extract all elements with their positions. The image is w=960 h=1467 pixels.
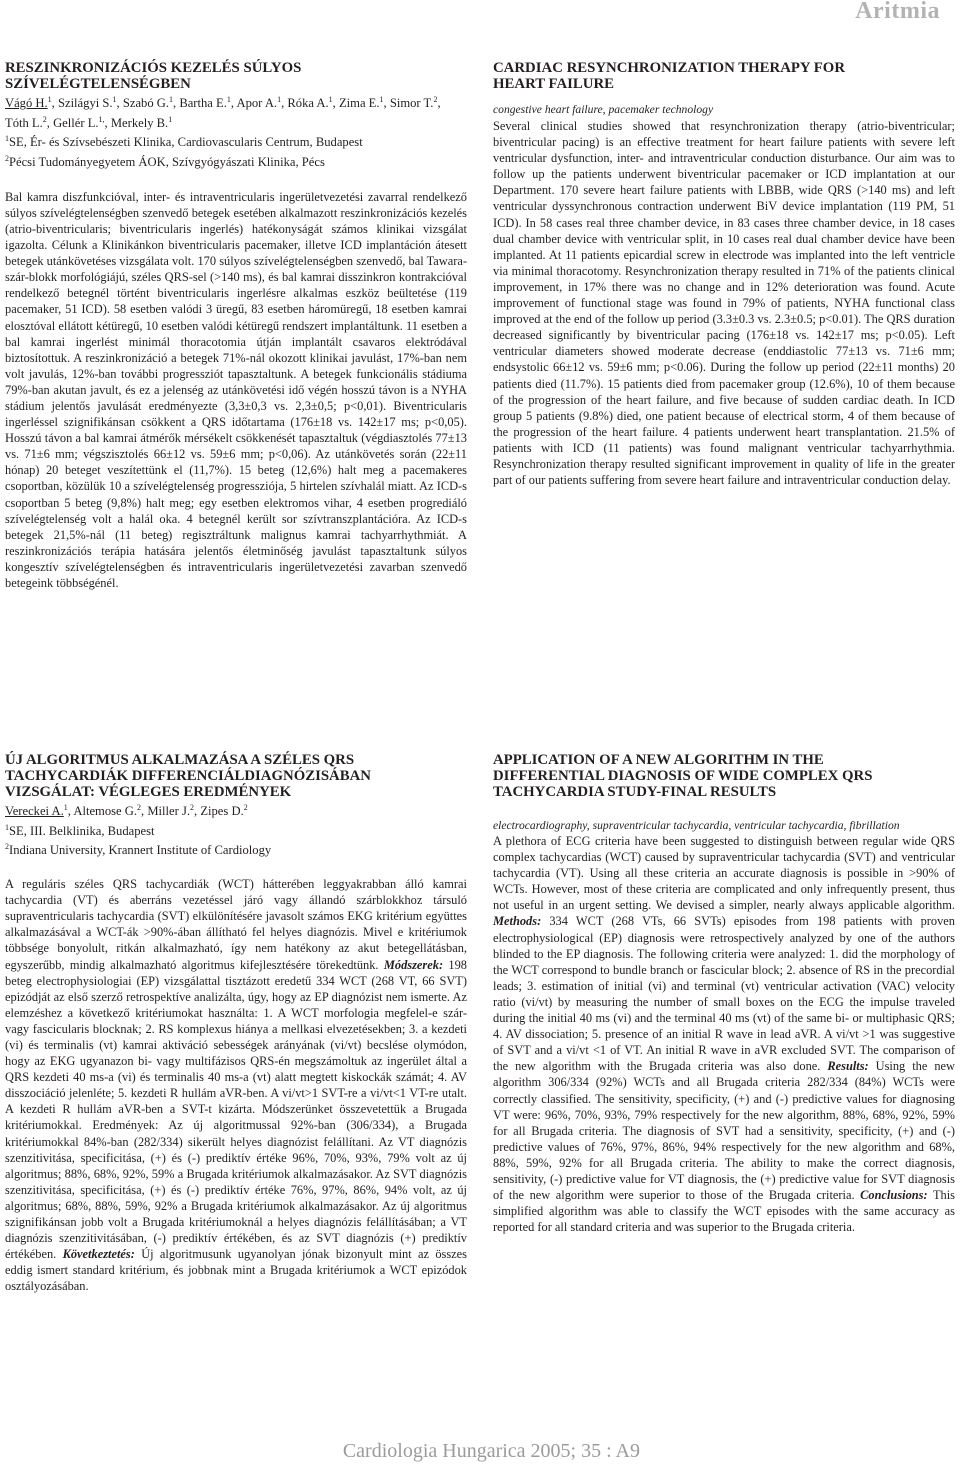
author: [390, 96, 438, 110]
author-name: Szilágyi S.: [57, 96, 113, 111]
author-name: Róka A.: [287, 96, 329, 111]
keywords: electrocardiography, supraventricular tachycardia, ventricular tachycardia, fibrillation: [493, 819, 900, 832]
journal-citation: Cardiologia Hungarica 2005; 35 : A9: [342, 1440, 640, 1462]
author: [179, 96, 231, 110]
title-line: TACHYCARDIA STUDY-FINAL RESULTS: [493, 784, 777, 800]
title-line: TACHYCARDIÁK DIFFERENCIÁLDIAGNÓZISÁBAN: [5, 768, 371, 784]
author-affiliation-mark: 2: [433, 95, 438, 104]
author-affiliation-mark: 1: [379, 95, 384, 104]
author: [5, 116, 47, 130]
author-name: Merkely B.: [110, 115, 169, 130]
abstract-2-hungarian: [5, 752, 467, 1295]
title-line: CARDIAC RESYNCHRONIZATION THERAPY FOR: [493, 60, 846, 76]
author-list: Vágó H.$^1$, Szilágyi S.$^1$, Szabó G.$^1$, Bartha E.$^1$, Apor A.$^1$, Róka A.$^1$, Zima E.$^1$, Simor T.$^2$, Tóth L.$^2$, Gellér L.$^{1,}$, Merkely B.$^1$: [5, 95, 441, 130]
affiliation: $^2$Pécsi Tudományegyetem ÁOK, Szívgyógyászati Klinika, Pécs: [5, 153, 325, 169]
page-header: [855, 0, 940, 28]
title-line: HEART FAILURE: [493, 76, 615, 92]
author-name: Apor A.: [236, 96, 278, 111]
author-affiliation-mark: 1: [169, 95, 174, 104]
abstract-body: Bal kamra diszfunkcióval, inter- és intraventricularis ingerületvezetési zavarral rendelkező súlyos szívelégtelenségben szenvedő betegek esetében alkalmazott reszinkronizációs kezelés (atrio-biventricularis; biventricularis ingerlés) hatékonyságát számos klinikai vizsgálat igazolta. Célunk a Klinikánkon biventricularis pacemaker, illetve ICD implantáción átesett betegek utánkövetéses vizsgálata volt. 170 súlyos szívelégtelenségben szenvedő, bal Tawara-szár-blokk morfológiájú, széles QRS-sel (>140 ms), és bal kamrai disszinkron kontrakcióval rendelkező betegnél történt biventricularis ingerlésre alkalmas eszköz beültetése (119 pacemaker, 51 ICD). 58 esetben valódi 3 üregű, 83 esetben háromüregű, 18 esetben kamrai elosztóval ellátott kétüregű, 10 esetben valódi kétüregű rendszert implantáltunk. 11 esetben a bal kamrai ingerlést minimál thoracotomia útján implantált csavaros elektródával biztosítottuk. A reszinkronizáció a betegek 71%-nál okozott klinikai javulást, 17%-ban nem volt javulás, 12%-ban további progressziót tapasztaltunk. A betegek funkcionális stádiuma 79%-ban akutan javult, és ez a jelenség az utánkövetési idő végén hosszú távon is a NYHA stádium jelentős javulását eredményezte (3,3±0,3 vs. 2,3±0,5; p<0,01). Biventricularis ingerléssel szignifikánsan csökkent a QRS időtartama (176±18 vs. 142±17 ms; p<0,05). Hosszú távon a bal kamrai átmérők mérsékelt csökkenését tapasztaltuk (végdiasztolés 77±13 vs. 71±6 mm; végszisztolés 66±12 vs. 59±6 mm; p<0,06). Az utánkövetés során (22±11 hónap) 20 beteget veszítettünk el (11,7%). 15 beteg (12,6%) halt meg a pacemakeres csoportban, közülük 10 a szívelégtelenség progressziója, 5 hirtelen szívhalál miatt. Az ICD-s csoportban 5 beteg (9,8%) halt meg; egy esetben elektromos vihar, 4 esetben progrediáló szívelégtelenség volt a halál oka. 4 betegnél került sor szívtranszplantációra. Az ICD-s betegek 21,5%-nál (11 beteg) regisztráltunk malignus kamrai tachyarrhythmiát. A reszinkronizációs terápia hatására jelentős életminőség javulást tapasztaltunk súlyos kongesztív szívelégtelenségben és intraventricularis ingerületvezetési zavarban szenvedő betegeink többségénél.: [5, 189, 467, 590]
conclusion-label: Következtetés:: [62, 1247, 135, 1262]
title-line: RESZINKRONIZÁCIÓS KEZELÉS SÚLYOS: [5, 60, 302, 76]
author-affiliation-mark: 2: [42, 114, 47, 124]
author-affiliation-mark: 1: [168, 114, 173, 124]
author-affiliation-mark: 1: [226, 95, 231, 104]
author: [5, 804, 68, 818]
abstract-2-english: [493, 752, 955, 1235]
author-affiliation-mark: 1: [328, 95, 333, 104]
title-line: DIFFERENTIAL DIAGNOSIS OF WIDE COMPLEX QRS: [493, 768, 873, 784]
author: [53, 116, 104, 130]
author-affiliation-mark: 2: [190, 803, 195, 812]
author: [5, 96, 52, 110]
author-affiliation-mark: 1: [63, 803, 68, 812]
abstract-body: A reguláris széles QRS tachycardiák (WCT) hátterében leggyakrabban álló kamrai tachycardia (VT) és aberráns vezetéssel járó vagy állandó szárblokkhoz társuló supraventricularis tachycardia (SVT) elkülönítésére javasolt számos EKG kritérium együttes alkalmazásával a WCT-ák >90%-ában állítható fel helyes diagnózis. Mivel e kritériumok többsége bonyolult, ritkán alkalmazható, így nem hatékony az akut betegellátásban, egyszerűbb, mindig alkalmazható algoritmus kifejlesztésére törekedtünk. Módszerek: 198 beteg electrophysiologiai (EP) vizsgálattal tisztázott eredetű 334 WCT (268 VT, 66 SVT) epizódját az első szerző retrospektíve analizálta, úgy, hogy az EP diagnózist nem ismerte. Az elemzéshez a következő kritériumokat használta: 1. A WCT morfologia megfelel-e szár- vagy fascicularis blocknak; 2. RS komplexus hiánya a mellkasi elvezetésekben; 3. a kezdeti (vi) és terminalis (vt) kamrai aktiváció sebességek arányának (vi/vt) becslése olymódon, hogy az EKG ugyanazon bi- vagy multifázisos QRS-én megszámoltuk az ingerület által a QRS kezdeti 40 ms-a (vi) és terminalis 40 ms-a (vt) alatt megtett kiskockák számát; 4. AV disszociáció jelenléte; 5. kezdeti R hullám aVR-ben. A vi/vt>1 SVT-re a vi/vt<1 VT-re utalt. A kezdeti R hullám aVR-ben a SVT-t kizárta. Módszerünket összevetettük a Brugada kritériumokkal. Eredmények: Az új algoritmussal 92%-ban (306/334), a Brugada kritériumokkal 84%-ban (282/334) sikerült helyes diagnózist felállítani. Az VT diagnózis szenzitivitása, specificitása, (+) és (-) prediktív értéke 96%, 70%, 93%, 79% volt az új algoritmus; 88%, 68%, 92%, 59% a Brugada kritériumok alkalmazásakor. Az SVT diagnózis szenzitivitása, specificitása, (+) és (-) prediktív értéke 76%, 97%, 86%, 94% volt, az új algoritmus; 68%, 88%, 59%, 92% a Brugada kritériumok alkalmazásakor. Az új algoritmus szignifikánsan jobb volt a Brugada kritériumoknál a helyes diagnózis felállításában; a VT diagnózis szenzitivitásában, (-) prediktív értékében, és az SVT diagnózis (+) prediktív értékében. Következtetés: Új algoritmusunk ugyanolyan jónak bizonyult mint az összes eddig ismert standard kritérium, és jobbnak mint a Brugada kritériumok a WCT epizódok osztályozásában.: [5, 877, 468, 1294]
section-title: Aritmia: [855, 0, 940, 24]
author: [339, 96, 384, 110]
author: [287, 96, 332, 110]
author-affiliation-mark: 1: [112, 95, 117, 104]
methods-label: Módszerek:: [383, 957, 444, 972]
abstract-title: [5, 60, 467, 92]
author-name: Simor T.: [389, 96, 434, 111]
author-list: Vereckei A.$^1$, Altemose G.$^2$, Miller J.$^2$, Zipes D.$^2$: [5, 803, 248, 819]
keywords: congestive heart failure, pacemaker technology: [493, 103, 714, 116]
author-affiliation-mark: 2: [243, 803, 248, 812]
author-name: Bartha E.: [179, 96, 227, 111]
abstract-title: [493, 752, 955, 800]
author-affiliation-mark: 1: [277, 95, 282, 104]
author-affiliation-mark: 2: [137, 803, 142, 812]
author-name: Vereckei A.: [5, 804, 64, 819]
author-name: Altemose G.: [73, 804, 138, 819]
abstract-body: A plethora of ECG criteria have been suggested to distinguish between regular wide QRS complex tachycardias (WCT) caused by supraventricular tachycardia (SVT) and ventricular tachycardia (VT). Using all these criteria an accurate diagnosis is possible in >90% of WCTs. However, most of these criteria are complicated and only infrequently present, thus not useful in an urgent setting. We devised a simpler, nearly always applicable algorithm. Methods: 334 WCT (268 VTs, 66 SVTs) episodes from 198 patients with proven electrophysiological (EP) diagnosis were retrospectively analyzed by one of the authors blinded to the EP diagnosis. The following criteria were analyzed: 1. did the morphology of the WCT correspond to bundle branch or fascicular block; 2. absence of RS in the precordial leads; 3. estimation of initial (vi) and terminal (vt) ventricular activation (VAC) velocity ratio (vi/vt) by measuring the number of small boxes on the ECG the impulse traveled during the initial 40 ms (vi) and the terminal 40 ms (vt) of the same bi- or multiphasic QRS; 4. AV dissociation; 5. presence of an initial R wave in lead aVR. A vi/vt >1 was suggestive of SVT and a vi/vt <1 of VT. An initial R wave in aVR excluded SVT. The comparison of the new algorithm with the Brugada criteria was also done. Results: Using the new algorithm 306/334 (92%) WCTs and all Brugada criteria 282/334 (84%) WCTs were correctly classified. The sensitivity, specificity, (+) and (-) predictive values for diagnosing VT were: 96%, 70%, 93%, 79% respectively for the new algorithm, 88%, 68%, 92%, 59% for all Brugada criteria. The diagnosis of SVT had a sensitivity, specificity, (+) and (-) predictive values of 76%, 97%, 86%, 94% respectively for the new algorithm and 68%, 88%, 59%, 92% for all Brugada criteria. The ability to make the correct diagnosis, sensitivity, (-) predictive value for VT diagnosis, the (+) predictive value for SVT diagnosis of the new algorithm were superior to those of the Brugada criteria. Conclusions: This simplified algorithm was able to classify the WCT episodes with the same accuracy as reported for all standard criteria and was superior to the Brugada criteria.: [493, 834, 955, 1235]
title-line: ÚJ ALGORITMUS ALKALMAZÁSA A SZÉLES QRS: [5, 752, 355, 768]
title-line: APPLICATION OF A NEW ALGORITHM IN THE: [493, 752, 824, 768]
author: [200, 804, 247, 818]
author-name: Zima E.: [338, 96, 380, 111]
abstract-body: Several clinical studies showed that resynchronization therapy (atrio-biventricular; biventricular pacing) is an effective treatment for heart failure patients with severe left ventricular dysfunction, inter- and intraventricular conduction disturbance. Our aim was to follow up the patients underwent biventricular pacemaker or ICD implantation at our Department. 170 severe heart failure patients with LBBB, wide QRS (>140 ms) and left ventricular dyssynchronous contraction underwent BiV device implantation (119 PM, 51 ICD). In 58 cases real three chamber device, in 83 cases three chamber device, in 18 cases dual chamber device with ventricular split, in 10 cases real dual chamber device have been implanted. At 11 patients epicardial screw in electrode was implanted into the left ventricle via minimal thoracotomy. Resynchronization therapy resulted in 71% of the patients clinical improvement, in 17% there was no change and in 12% deterioration was found. Acute improvement of functional stage was found in 79% of patients, NYHA functional class improved at the end of the follow up period (3.3±0.3 vs. 2.3±0.5; p<0.01). The QRS duration decreased significantly by biventricular pacing (176±18 vs. 142±17 ms; p<0.05). Left ventricular diameters showed moderate decrease (enddiastolic 77±13 vs. 71±6 mm; endsystolic 66±12 vs. 59±6 mm; p<0.06). During the follow up period (22±11 months) 20 patients died (11.7%). 15 patients died from pacemaker group (12.6%), 10 of them because of the progression of the heart failure, and five because of sudden cardiac death. In ICD group 5 patients (9.8%) died, one patient because of electrical storm, 4 of them because of the progression of the heart failure. 4 patients underwent heart transplantation. 21.5% of patients with ICD (11 patients) was found malignant ventricular tachyarrhythmia. Resynchronization therapy resulted significant improvement in quality of life in the greater part of our patients suffering from severe heart failure and intraventricular conduction delay.: [493, 119, 955, 488]
title-line: VIZSGÁLAT: VÉGLEGES EREDMÉNYEK: [5, 784, 292, 800]
author-name: Miller J.: [147, 804, 191, 819]
abstract-1-hungarian: [5, 60, 467, 591]
author-name: Zipes D.: [200, 804, 244, 819]
affiliation: $^1$SE, Ér- és Szívsebészeti Klinika, Cardiovascularis Centrum, Budapest: [5, 134, 363, 150]
results-label: Results:: [827, 1059, 869, 1074]
author-name: Szabó G.: [122, 96, 170, 111]
title-line: SZÍVELÉGTELENSÉGBEN: [5, 76, 191, 92]
author: [73, 804, 141, 818]
methods-label: Methods:: [493, 914, 542, 929]
affiliation: $^1$SE, III. Belklinika, Budapest: [5, 822, 155, 838]
author-name: Gellér L.: [53, 115, 99, 130]
author: [123, 96, 173, 110]
abstract-title: [5, 752, 467, 800]
abstract-title: [493, 60, 955, 92]
author-name: Vágó H.: [5, 96, 48, 111]
abstract-1-english: [493, 60, 955, 488]
author: [147, 804, 194, 818]
affiliation: $^2$Indiana University, Krannert Institute of Cardiology: [5, 841, 272, 858]
author: [58, 96, 117, 110]
author: [236, 96, 281, 110]
conclusions-label: Conclusions:: [860, 1188, 928, 1203]
author: [111, 116, 172, 130]
author-affiliation-mark: 1: [47, 95, 52, 104]
author-name: Tóth L.: [5, 115, 43, 130]
author-affiliation-mark: 1,: [98, 114, 105, 124]
